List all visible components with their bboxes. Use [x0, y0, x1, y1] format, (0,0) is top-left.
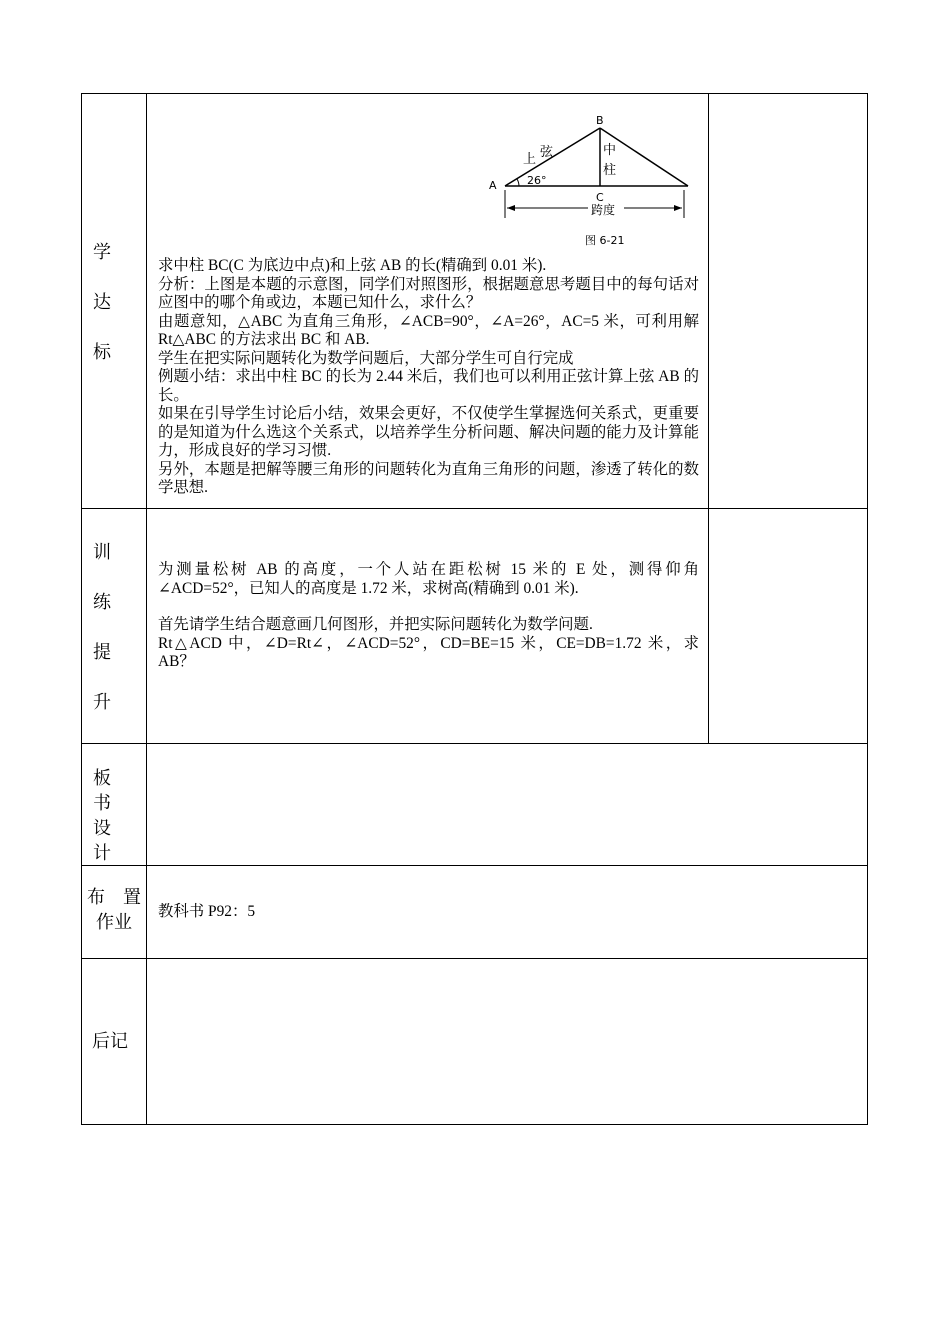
student-work-text: 学生在把实际问题转化为数学问题后，大部分学生可自行完成 [158, 349, 574, 367]
angle-arc [517, 179, 519, 186]
table-border-top [81, 93, 868, 94]
point-b-label: B [596, 114, 604, 127]
label-line: 作业 [96, 912, 132, 932]
xian-label: 弦 [540, 145, 554, 160]
notes-column-divider [708, 93, 709, 744]
teaching-note-text: 如果在引导学生讨论后小结，效果会更好，不仅使学生掌握选何关系式，更重要的是知道为什么选这个关系式，以培养学生分析问题、解决问题的能力及计算能力，形成良好的学习习惯. [158, 405, 699, 459]
row-divider-1 [81, 508, 868, 509]
label-char: 学 [93, 242, 111, 262]
zhong-label: 中 [603, 143, 617, 158]
figure-caption: 图 6-21 [585, 234, 625, 247]
row-label-zuoye [82, 885, 146, 935]
label-char: 书 [93, 793, 111, 813]
row-label-banshu [82, 766, 122, 866]
analysis-text: 分析：上图是本题的示意图，同学们对照图形，根据题意思考题目中的每句话对应图中的哪个角或边，本题已知什么，求什么？ [158, 275, 699, 311]
label-char: 升 [93, 692, 111, 712]
problem-text: 求中柱 BC(C 为底边中点)和上弦 AB 的长(精确到 0.01 米). [158, 257, 547, 274]
exercise-math-text: Rt△ACD 中，∠D=Rt∠，∠ACD=52°，CD=BE=15 米，CE=DB=1.72 米，求 AB？ [158, 634, 699, 670]
example-summary-text: 例题小结：求出中柱 BC 的长为 2.44 米后，我们也可以利用正弦计算上弦 AB 的长。 [158, 368, 699, 404]
angle-label: 26° [527, 174, 547, 187]
label-char: 达 [93, 292, 111, 312]
exercise-problem-text: 为测量松树 AB 的高度，一个人站在距松树 15 米的 E 处，测得仰角∠ACD=52°，已知人的高度是 1.72 米，求树高(精确到 0.01 米). [158, 561, 699, 597]
point-a-label: A [489, 179, 497, 192]
label-char: 标 [93, 342, 111, 362]
span-label: 跨度 [591, 203, 616, 217]
row-divider-3 [81, 865, 868, 866]
label-char: 练 [93, 592, 111, 612]
label-line: 布 置 [87, 887, 141, 907]
span-arrow-left [507, 205, 515, 211]
row-label-xuedabiao [82, 227, 122, 377]
zhu-label: 柱 [603, 163, 617, 178]
triangle-figure [485, 110, 695, 254]
label-char: 设 [93, 818, 111, 838]
exercise-instruction-text: 首先请学生结合题意画几何图形，并把实际问题转化为数学问题. [158, 616, 593, 633]
exercise-spacer [158, 598, 699, 616]
table-border-bottom [81, 1124, 868, 1125]
row-divider-4 [81, 958, 868, 959]
label-column-divider [146, 93, 147, 1125]
known-conditions-text: 由题意知，△ABC 为直角三角形，∠ACB=90°，∠A=26°，AC=5 米，可利用解 Rt△ABC 的方法求出 BC 和 AB. [158, 312, 699, 348]
row-divider-2 [81, 743, 868, 744]
label-char: 训 [93, 542, 111, 562]
row-label-houji: 后记 [92, 1031, 128, 1051]
span-arrow-right [674, 205, 682, 211]
point-c-label: C [596, 191, 604, 204]
label-char: 提 [93, 642, 111, 662]
homework-content: 教科书 P92：5 [158, 903, 256, 920]
conclusion-text: 另外，本题是把解等腰三角形的问题转化为直角三角形的问题，渗透了转化的数学思想. [158, 460, 699, 496]
label-char: 板 [93, 768, 111, 788]
row-label-xunlian [82, 527, 122, 727]
xuedabiao-content [158, 257, 699, 498]
table-border-right [867, 93, 868, 1125]
xunlian-content [158, 561, 699, 672]
label-char: 计 [93, 843, 111, 863]
shang-label: 上 [523, 152, 537, 167]
